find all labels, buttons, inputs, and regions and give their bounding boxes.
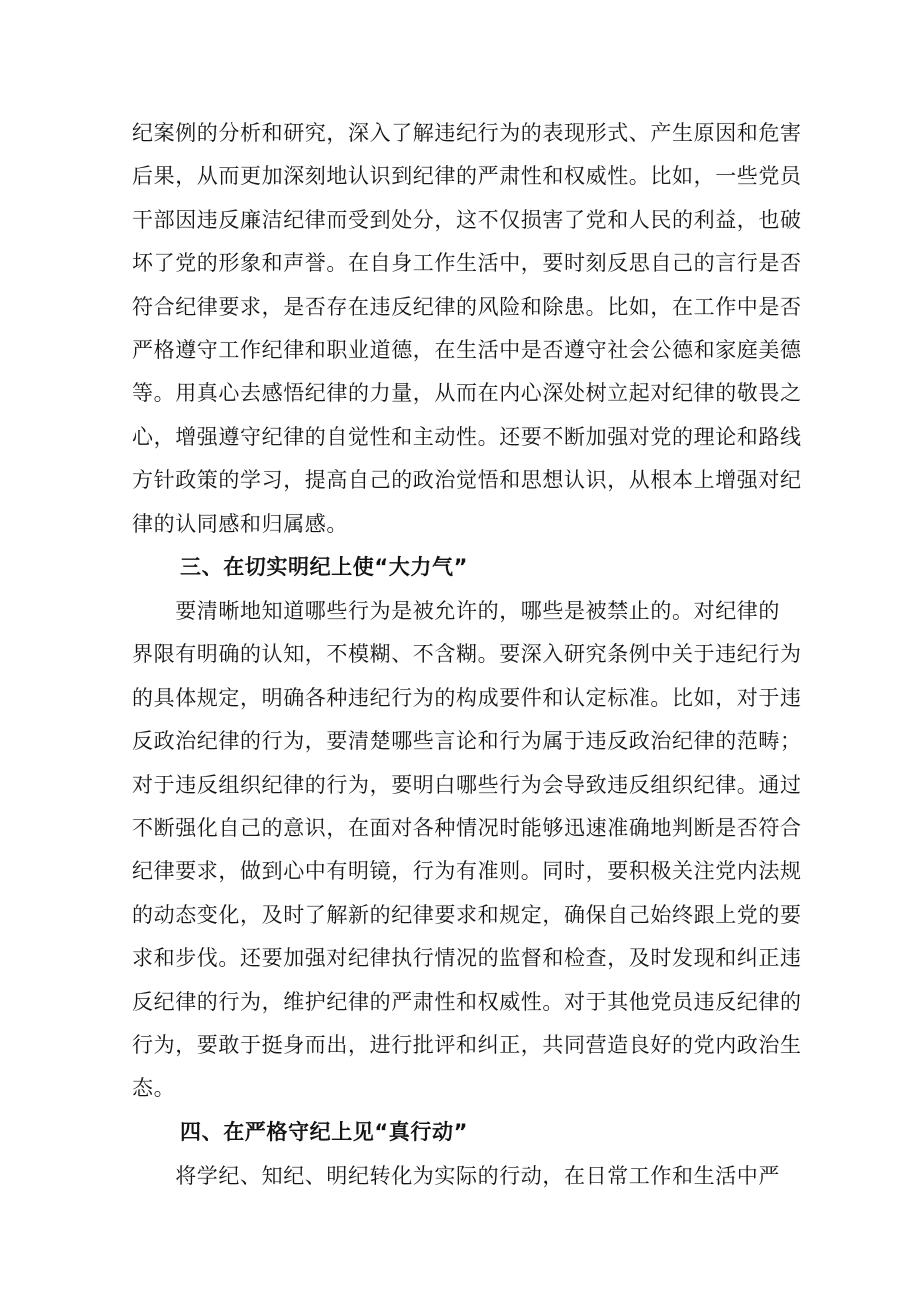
paragraph-line: 的动态变化，及时了解新的纪律要求和规定，确保自己始终跟上党的要 <box>132 902 802 927</box>
paragraph-line: 要清晰地知道哪些行为是被允许的，哪些是被禁止的。对纪律的 <box>132 599 780 623</box>
paragraph-line: 界限有明确的认知，不模糊、不含糊。要深入研究条例中关于违纪行为 <box>132 642 802 667</box>
paragraph-line: 心，增强遵守纪律的自觉性和主动性。还要不断加强对党的理论和路线 <box>132 424 802 449</box>
paragraph-line: 反纪律的行为，维护纪律的严肃性和权威性。对于其他党员违反纪律的 <box>132 989 802 1014</box>
section-heading-3: 三、在切实明纪上使“大力气” <box>180 555 469 579</box>
paragraph-1 <box>132 112 802 546</box>
paragraph-line: 干部因违反廉洁纪律而受到处分，这不仅损害了党和人民的利益，也破 <box>132 207 802 232</box>
paragraph-line: 不断强化自己的意识，在面对各种情况时能够迅速准确地判断是否符合 <box>132 815 802 840</box>
paragraph-line: 律的认同感和归属感。 <box>132 511 348 536</box>
paragraph-line: 反政治纪律的行为，要清楚哪些言论和行为属于违反政治纪律的范畴； <box>132 729 802 754</box>
paragraph-line: 的具体规定，明确各种违纪行为的构成要件和认定标准。比如，对于违 <box>132 685 802 710</box>
section-heading-4: 四、在严格守纪上见“真行动” <box>180 1120 469 1144</box>
paragraph-line: 对于违反组织纪律的行为，要明白哪些行为会导致违反组织纪律。通过 <box>132 772 802 797</box>
paragraph-line: 将学纪、知纪、明纪转化为实际的行动，在日常工作和生活中严 <box>132 1164 780 1188</box>
paragraph-line: 方针政策的学习，提高自己的政治觉悟和思想认识，从根本上增强对纪 <box>132 468 802 493</box>
paragraph-line: 后果，从而更加深刻地认识到纪律的严肃性和权威性。比如，一些党员 <box>132 164 802 189</box>
paragraph-2 <box>132 590 802 1111</box>
paragraph-line: 行为，要敢于挺身而出，进行批评和纠正，共同营造良好的党内政治生 <box>132 1032 802 1057</box>
paragraph-line: 态。 <box>132 1076 176 1101</box>
paragraph-line: 求和步伐。还要加强对纪律执行情况的监督和检查，及时发现和纠正违 <box>132 946 802 971</box>
paragraph-line: 坏了党的形象和声誉。在自身工作生活中，要时刻反思自己的言行是否 <box>132 251 802 276</box>
paragraph-line: 纪案例的分析和研究，深入了解违纪行为的表现形式、产生原因和危害 <box>132 121 802 145</box>
paragraph-line: 符合纪律要求，是否存在违反纪律的风险和除患。比如，在工作中是否 <box>132 294 802 319</box>
paragraph-line: 严格遵守工作纪律和职业道德，在生活中是否遵守社会公德和家庭美德 <box>132 337 802 362</box>
paragraph-3 <box>132 1155 792 1198</box>
paragraph-line: 等。用真心去感悟纪律的力量，从而在内心深处树立起对纪律的敬畏之 <box>132 381 802 406</box>
paragraph-line: 纪律要求，做到心中有明镜，行为有准则。同时，要积极关注党内法规 <box>132 859 802 884</box>
